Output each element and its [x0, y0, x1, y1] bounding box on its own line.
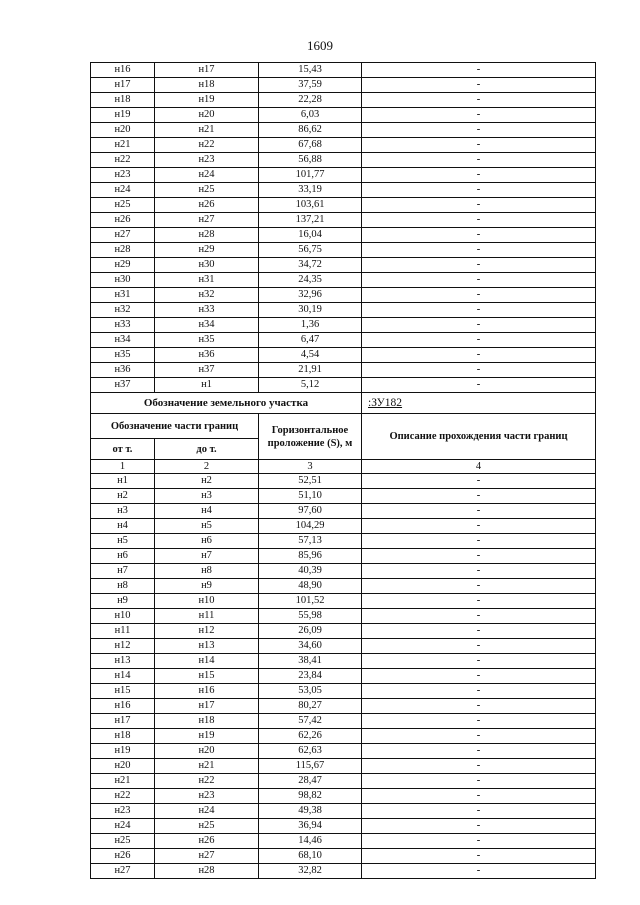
- cell-distance: 34,60: [259, 639, 362, 654]
- table-row: [91, 684, 596, 699]
- table-row: [91, 303, 596, 318]
- cell-description: -: [362, 669, 596, 684]
- cell-distance: 137,21: [259, 213, 362, 228]
- column-number-row: [91, 460, 596, 474]
- table-row: [91, 564, 596, 579]
- cell-distance: 32,82: [259, 864, 362, 879]
- cell-distance: 24,35: [259, 273, 362, 288]
- cell-from: н31: [91, 288, 155, 303]
- cell-to: н24: [155, 168, 259, 183]
- cell-to: н22: [155, 138, 259, 153]
- cell-from: н23: [91, 168, 155, 183]
- table-row: [91, 729, 596, 744]
- cell-to: н20: [155, 744, 259, 759]
- cell-distance: 32,96: [259, 288, 362, 303]
- table-row: [91, 363, 596, 378]
- table-row: [91, 198, 596, 213]
- cell-distance: 6,03: [259, 108, 362, 123]
- cell-to: н35: [155, 333, 259, 348]
- cell-from: н33: [91, 318, 155, 333]
- cell-distance: 30,19: [259, 303, 362, 318]
- cell-description: -: [362, 228, 596, 243]
- table-row: [91, 774, 596, 789]
- cell-from: н18: [91, 93, 155, 108]
- cell-to: н28: [155, 864, 259, 879]
- cell-distance: 98,82: [259, 789, 362, 804]
- cell-to: н27: [155, 213, 259, 228]
- table-row: [91, 138, 596, 153]
- cell-distance: 14,46: [259, 834, 362, 849]
- cell-description: -: [362, 774, 596, 789]
- cell-from: н25: [91, 834, 155, 849]
- table-row: [91, 864, 596, 879]
- cell-to: н16: [155, 684, 259, 699]
- top-rows: [91, 63, 596, 393]
- table-row: [91, 534, 596, 549]
- cell-to: н36: [155, 348, 259, 363]
- cell-to: н27: [155, 849, 259, 864]
- cell-description: -: [362, 78, 596, 93]
- cell-to: н5: [155, 519, 259, 534]
- table-row: [91, 639, 596, 654]
- cell-from: н7: [91, 564, 155, 579]
- table-row: [91, 228, 596, 243]
- cell-from: н2: [91, 489, 155, 504]
- cell-to: н12: [155, 624, 259, 639]
- cell-description: -: [362, 213, 596, 228]
- cell-distance: 56,75: [259, 243, 362, 258]
- table-row: [91, 273, 596, 288]
- cell-from: н6: [91, 549, 155, 564]
- cell-from: н3: [91, 504, 155, 519]
- cell-description: -: [362, 168, 596, 183]
- cell-distance: 115,67: [259, 759, 362, 774]
- cell-description: -: [362, 504, 596, 519]
- cell-description: -: [362, 864, 596, 879]
- cell-from: н1: [91, 474, 155, 489]
- cell-to: н20: [155, 108, 259, 123]
- cell-distance: 4,54: [259, 348, 362, 363]
- cell-to: н17: [155, 699, 259, 714]
- cell-to: н6: [155, 534, 259, 549]
- cell-distance: 103,61: [259, 198, 362, 213]
- subject-value: :ЗУ182: [362, 393, 596, 414]
- header-row: [91, 414, 596, 439]
- cell-from: н18: [91, 729, 155, 744]
- cell-distance: 101,77: [259, 168, 362, 183]
- cell-description: -: [362, 363, 596, 378]
- cell-distance: 86,62: [259, 123, 362, 138]
- cell-to: н9: [155, 579, 259, 594]
- cell-to: н8: [155, 564, 259, 579]
- boundary-table: [90, 62, 596, 879]
- cell-to: н25: [155, 183, 259, 198]
- cell-to: н23: [155, 153, 259, 168]
- cell-to: н17: [155, 63, 259, 78]
- cell-to: н33: [155, 303, 259, 318]
- table-row: [91, 168, 596, 183]
- cell-description: -: [362, 594, 596, 609]
- cell-to: н2: [155, 474, 259, 489]
- table-row: [91, 579, 596, 594]
- cell-description: -: [362, 93, 596, 108]
- cell-description: -: [362, 849, 596, 864]
- cell-to: н1: [155, 378, 259, 393]
- cell-distance: 52,51: [259, 474, 362, 489]
- cell-distance: 49,38: [259, 804, 362, 819]
- cell-to: н26: [155, 198, 259, 213]
- cell-distance: 68,10: [259, 849, 362, 864]
- cell-description: -: [362, 609, 596, 624]
- cell-from: н11: [91, 624, 155, 639]
- cell-distance: 21,91: [259, 363, 362, 378]
- table-row: [91, 744, 596, 759]
- cell-from: н14: [91, 669, 155, 684]
- cell-description: -: [362, 138, 596, 153]
- cell-to: н4: [155, 504, 259, 519]
- subject-header: [91, 393, 596, 474]
- cell-from: н36: [91, 363, 155, 378]
- cell-distance: 38,41: [259, 654, 362, 669]
- cell-distance: 28,47: [259, 774, 362, 789]
- cell-from: н23: [91, 804, 155, 819]
- subject-label: Обозначение земельного участка: [91, 393, 362, 414]
- table-row: [91, 378, 596, 393]
- header-from: от т.: [91, 439, 155, 460]
- cell-from: н15: [91, 684, 155, 699]
- cell-distance: 26,09: [259, 624, 362, 639]
- cell-to: н15: [155, 669, 259, 684]
- cell-description: -: [362, 519, 596, 534]
- cell-description: -: [362, 804, 596, 819]
- cell-description: -: [362, 744, 596, 759]
- cell-distance: 40,39: [259, 564, 362, 579]
- cell-from: н4: [91, 519, 155, 534]
- table-row: [91, 318, 596, 333]
- cell-description: -: [362, 729, 596, 744]
- cell-from: н20: [91, 759, 155, 774]
- cell-distance: 16,04: [259, 228, 362, 243]
- table-row: [91, 759, 596, 774]
- cell-description: -: [362, 699, 596, 714]
- cell-distance: 67,68: [259, 138, 362, 153]
- table-row: [91, 594, 596, 609]
- cell-from: н16: [91, 63, 155, 78]
- cell-from: н26: [91, 213, 155, 228]
- table-row: [91, 789, 596, 804]
- cell-from: н9: [91, 594, 155, 609]
- cell-distance: 36,94: [259, 819, 362, 834]
- cell-description: -: [362, 198, 596, 213]
- table-row: [91, 243, 596, 258]
- subject-row: [91, 393, 596, 414]
- cell-description: -: [362, 834, 596, 849]
- table-row: [91, 624, 596, 639]
- column-number: 3: [259, 460, 362, 474]
- column-number: 1: [91, 460, 155, 474]
- table-row: [91, 288, 596, 303]
- header-to: до т.: [155, 439, 259, 460]
- cell-to: н18: [155, 78, 259, 93]
- table-row: [91, 474, 596, 489]
- cell-to: н10: [155, 594, 259, 609]
- cell-distance: 51,10: [259, 489, 362, 504]
- cell-description: -: [362, 243, 596, 258]
- table-row: [91, 489, 596, 504]
- cell-distance: 101,52: [259, 594, 362, 609]
- table-row: [91, 183, 596, 198]
- cell-distance: 62,26: [259, 729, 362, 744]
- cell-distance: 1,36: [259, 318, 362, 333]
- cell-description: -: [362, 654, 596, 669]
- cell-distance: 33,19: [259, 183, 362, 198]
- table-row: [91, 849, 596, 864]
- table-row: [91, 258, 596, 273]
- cell-distance: 80,27: [259, 699, 362, 714]
- cell-description: -: [362, 183, 596, 198]
- cell-from: н17: [91, 78, 155, 93]
- cell-to: н30: [155, 258, 259, 273]
- cell-from: н30: [91, 273, 155, 288]
- table-row: [91, 78, 596, 93]
- cell-description: -: [362, 474, 596, 489]
- cell-description: -: [362, 714, 596, 729]
- cell-from: н32: [91, 303, 155, 318]
- cell-distance: 62,63: [259, 744, 362, 759]
- cell-from: н25: [91, 198, 155, 213]
- cell-from: н24: [91, 183, 155, 198]
- cell-to: н22: [155, 774, 259, 789]
- cell-to: н32: [155, 288, 259, 303]
- cell-distance: 56,88: [259, 153, 362, 168]
- cell-from: н19: [91, 744, 155, 759]
- header-distance: Горизонтальное проложение (S), м: [259, 414, 362, 460]
- cell-to: н21: [155, 759, 259, 774]
- cell-from: н17: [91, 714, 155, 729]
- cell-from: н24: [91, 819, 155, 834]
- cell-description: -: [362, 624, 596, 639]
- cell-to: н21: [155, 123, 259, 138]
- cell-from: н8: [91, 579, 155, 594]
- cell-description: -: [362, 348, 596, 363]
- table-row: [91, 519, 596, 534]
- cell-to: н26: [155, 834, 259, 849]
- cell-from: н34: [91, 333, 155, 348]
- cell-distance: 57,13: [259, 534, 362, 549]
- cell-distance: 37,59: [259, 78, 362, 93]
- cell-distance: 22,28: [259, 93, 362, 108]
- cell-distance: 104,29: [259, 519, 362, 534]
- cell-from: н35: [91, 348, 155, 363]
- cell-from: н27: [91, 864, 155, 879]
- cell-from: н29: [91, 258, 155, 273]
- table-row: [91, 654, 596, 669]
- cell-description: -: [362, 789, 596, 804]
- cell-from: н28: [91, 243, 155, 258]
- cell-from: н12: [91, 639, 155, 654]
- table-row: [91, 699, 596, 714]
- cell-description: -: [362, 819, 596, 834]
- cell-description: -: [362, 108, 596, 123]
- cell-description: -: [362, 318, 596, 333]
- cell-description: -: [362, 273, 596, 288]
- cell-description: -: [362, 258, 596, 273]
- cell-to: н28: [155, 228, 259, 243]
- column-number: 4: [362, 460, 596, 474]
- cell-from: н19: [91, 108, 155, 123]
- table-row: [91, 609, 596, 624]
- table-row: [91, 819, 596, 834]
- cell-to: н24: [155, 804, 259, 819]
- cell-description: -: [362, 684, 596, 699]
- cell-to: н11: [155, 609, 259, 624]
- table-row: [91, 804, 596, 819]
- cell-description: -: [362, 378, 596, 393]
- cell-from: н22: [91, 153, 155, 168]
- cell-description: -: [362, 534, 596, 549]
- cell-distance: 85,96: [259, 549, 362, 564]
- cell-description: -: [362, 489, 596, 504]
- table-row: [91, 153, 596, 168]
- cell-distance: 53,05: [259, 684, 362, 699]
- cell-to: н13: [155, 639, 259, 654]
- cell-distance: 57,42: [259, 714, 362, 729]
- cell-description: -: [362, 579, 596, 594]
- cell-to: н3: [155, 489, 259, 504]
- header-description: Описание прохождения части границ: [362, 414, 596, 460]
- cell-from: н21: [91, 774, 155, 789]
- cell-distance: 5,12: [259, 378, 362, 393]
- table-row: [91, 333, 596, 348]
- cell-to: н34: [155, 318, 259, 333]
- table-row: [91, 93, 596, 108]
- cell-to: н29: [155, 243, 259, 258]
- cell-to: н19: [155, 729, 259, 744]
- cell-distance: 97,60: [259, 504, 362, 519]
- cell-to: н25: [155, 819, 259, 834]
- table-row: [91, 123, 596, 138]
- cell-distance: 48,90: [259, 579, 362, 594]
- table-row: [91, 108, 596, 123]
- cell-from: н26: [91, 849, 155, 864]
- cell-description: -: [362, 303, 596, 318]
- cell-to: н23: [155, 789, 259, 804]
- cell-description: -: [362, 759, 596, 774]
- cell-from: н37: [91, 378, 155, 393]
- cell-to: н7: [155, 549, 259, 564]
- cell-description: -: [362, 288, 596, 303]
- cell-description: -: [362, 564, 596, 579]
- cell-distance: 6,47: [259, 333, 362, 348]
- table-row: [91, 669, 596, 684]
- cell-distance: 55,98: [259, 609, 362, 624]
- table-row: [91, 213, 596, 228]
- cell-from: н20: [91, 123, 155, 138]
- cell-from: н10: [91, 609, 155, 624]
- cell-description: -: [362, 153, 596, 168]
- header-parts: Обозначение части границ: [91, 414, 259, 439]
- cell-distance: 15,43: [259, 63, 362, 78]
- table-row: [91, 348, 596, 363]
- cell-description: -: [362, 123, 596, 138]
- cell-to: н14: [155, 654, 259, 669]
- table-row: [91, 549, 596, 564]
- cell-description: -: [362, 333, 596, 348]
- cell-description: -: [362, 549, 596, 564]
- cell-to: н18: [155, 714, 259, 729]
- table-row: [91, 63, 596, 78]
- table-row: [91, 504, 596, 519]
- table-row: [91, 834, 596, 849]
- cell-to: н31: [155, 273, 259, 288]
- cell-distance: 23,84: [259, 669, 362, 684]
- bottom-rows: [91, 474, 596, 879]
- cell-description: -: [362, 63, 596, 78]
- page-number: 1609: [307, 38, 333, 53]
- cell-to: н19: [155, 93, 259, 108]
- cell-from: н27: [91, 228, 155, 243]
- cell-description: -: [362, 639, 596, 654]
- cell-from: н13: [91, 654, 155, 669]
- cell-from: н21: [91, 138, 155, 153]
- cell-to: н37: [155, 363, 259, 378]
- cell-from: н5: [91, 534, 155, 549]
- cell-distance: 34,72: [259, 258, 362, 273]
- cell-from: н16: [91, 699, 155, 714]
- column-number: 2: [155, 460, 259, 474]
- table-row: [91, 714, 596, 729]
- cell-from: н22: [91, 789, 155, 804]
